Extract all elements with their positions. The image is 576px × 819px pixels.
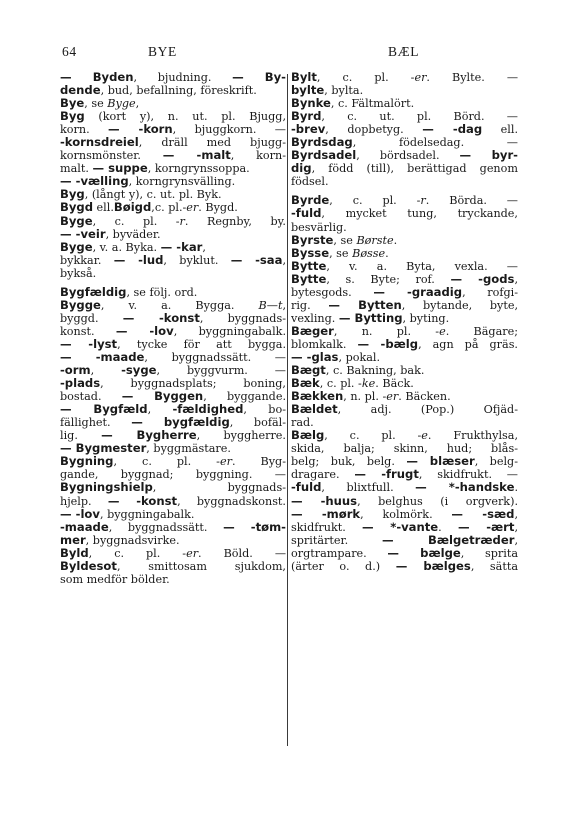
entry-line: -kornsdreiel, dräll med bjugg- — [60, 136, 286, 150]
right-column — [291, 71, 518, 761]
entry-line: rad. — [291, 416, 314, 430]
entry-line: Bytte, s. Byte; rof. — -gods, — [291, 272, 518, 286]
entry-line: Byge, c. pl. -r. Regnby, by. — [60, 214, 286, 228]
entry-line: — -glas, pokal. — [291, 350, 381, 364]
entry-line: Bældet, adj. (Pop.) Ofjäd- — [291, 403, 518, 417]
entry-line: vexling. — Bytting, byting. — [291, 311, 450, 325]
entry-line: korn. — -korn, bjuggkorn. — — [60, 123, 286, 137]
entry-line: Bygd ell.Bøigd,c. pl.-er. Bygd. — [60, 201, 238, 215]
entry-line: Bygfældig, se följ. ord. — [60, 285, 198, 299]
entry-line: Byrdsdag, födelsedag. — — [291, 136, 518, 150]
entry-line: — Bygmester, byggmästare. — [60, 442, 231, 456]
entry-line: skida, balja; skinn, hud; blås- — [291, 442, 518, 456]
entry-line: Byg (kort y), n. ut. pl. Bjugg, — [60, 110, 286, 124]
entry-line: konst. — -lov, byggningabalk. — [60, 324, 286, 338]
entry-line: malt. — suppe, korngrynssoppa. — [60, 162, 250, 176]
entry-line: Bytte, v. a. Byta, vexla. — — [291, 259, 518, 273]
entry-line: Bægt, c. Bakning, bak. — [291, 364, 425, 378]
entry-line: byggd. — -konst, byggnads- — [60, 311, 286, 325]
entry-line: rig. — Bytten, bytande, byte, — [291, 298, 518, 312]
entry-line: fällighet. — bygfældig, bofäl- — [60, 416, 286, 430]
entry-line: blomkalk. — -bælg, agn på gräs. — [291, 337, 518, 351]
entry-line: — Bygfæld, -fældighed, bo- — [60, 403, 286, 417]
entry-line: -maade, byggnadssätt. — -tøm- — [60, 520, 286, 534]
entry-line: Bæger, n. pl. -e. Bägare; — [291, 324, 518, 338]
left-column — [60, 71, 286, 761]
entry-line: hjelp. — -konst, byggnadskonst. — [60, 494, 286, 508]
entry-line: Bysse, se Bøsse. — [291, 246, 389, 260]
entry-line: gande, byggnad; byggning. — — [60, 468, 286, 482]
entry-line: -brev, dopbetyg. — -dag ell. — [291, 123, 518, 137]
entry-line: lig. — Bygherre, byggherre. — [60, 429, 286, 443]
entry-line: bylte, bylta. — [291, 84, 364, 98]
entry-line: Bælg, c. pl. -e. Frukthylsa, — [291, 429, 518, 443]
entry-line: dig, född (till), berättigad genom — [291, 162, 518, 176]
entry-line: Bygge, v. a. Bygga. B—t, — [60, 298, 286, 312]
entry-line: — Byden, bjudning. — By- — [60, 71, 286, 84]
entry-line: — -lyst, tycke för att bygga. — [60, 337, 286, 351]
entry-line: — -vælling, korngrynsvälling. — [60, 175, 236, 189]
entry-line: Bygning, c. pl. -er. Byg- — [60, 455, 286, 469]
running-header — [62, 44, 514, 64]
entry-line: (ärter o. d.) — bælges, sätta — [291, 559, 518, 573]
entry-line: — -lov, byggningabalk. — [60, 507, 195, 521]
entry-line: Byld, c. pl. -er. Böld. — — [60, 546, 286, 560]
entry-line: — -huus, belghus (i orgverk). — [291, 494, 518, 508]
entry-line: dende, bud, befallning, föreskrift. — [60, 84, 257, 98]
entry-line: Byrste, se Børste. — [291, 233, 398, 247]
entry-line: — -maade, byggnadssätt. — — [60, 350, 286, 364]
page-number: 64 — [62, 44, 77, 59]
entry-line: mer, byggnadsvirke. — [60, 533, 180, 547]
entry-line: orgtrampare. — bælge, sprita — [291, 546, 518, 560]
entry-line: Byrde, c. pl. -r. Börda. — — [291, 194, 518, 208]
column-divider — [287, 74, 288, 746]
entry-line: Bynke, c. Fältmalört. — [291, 97, 415, 111]
entry-line: bostad. — Byggen, byggande. — [60, 390, 286, 404]
entry-line: bytesgods. — -graadig, rofgi- — [291, 285, 518, 299]
entry-line: bykså. — [60, 266, 97, 280]
entry-line: — -mørk, kolmörk. — -sæd, — [291, 507, 518, 521]
entry-line: som medför bölder. — [60, 572, 170, 586]
entry-line: besvärlig. — [291, 220, 347, 234]
entry-line: Bylt, c. pl. -er. Bylte. — — [291, 71, 518, 84]
entry-line: bykkar. — -lud, byklut. — -saa, — [60, 253, 286, 267]
entry-line: Byge, v. a. Byka. — -kar, — [60, 240, 206, 254]
entry-line: födsel. — [291, 175, 329, 189]
entry-line: Byrdsadel, bördsadel. — byr- — [291, 149, 518, 163]
entry-line: — -veir, byväder. — [60, 227, 161, 241]
entry-line: Bæk, c. pl. -ke. Bäck. — [291, 377, 414, 391]
entry-line: spritärter. — Bælgetræder, — [291, 533, 518, 547]
entry-line: belg; buk, belg. — blæser, belg- — [291, 455, 518, 469]
entry-line: -fuld, mycket tung, tryckande, — [291, 207, 518, 221]
entry-line: -fuld, blixtfull. — *-handske. — [291, 481, 518, 495]
right-running-head: BÆL — [388, 44, 420, 59]
entry-line: Byrd, c. ut. pl. Börd. — — [291, 110, 518, 124]
left-running-head: BYE — [148, 44, 177, 59]
entry-line: -orm, -syge, byggvurm. — — [60, 364, 286, 378]
entry-line: Byldesot, smittosam sjukdom, — [60, 559, 286, 573]
entry-line: dragare. — -frugt, skidfrukt. — — [291, 468, 518, 482]
entry-line: Bygningshielp, byggnads- — [60, 481, 286, 495]
entry-line: Bye, se Byge, — [60, 97, 140, 111]
entry-line: skidfrukt. — *-vante. — -ært, — [291, 520, 518, 534]
entry-line: -plads, byggnadsplats; boning, — [60, 377, 286, 391]
entry-line: Byg, (långt y), c. ut. pl. Byk. — [60, 188, 222, 202]
entry-line: Bækken, n. pl. -er. Bäcken. — [291, 390, 451, 404]
entry-line: kornsmönster. — -malt, korn- — [60, 149, 286, 163]
